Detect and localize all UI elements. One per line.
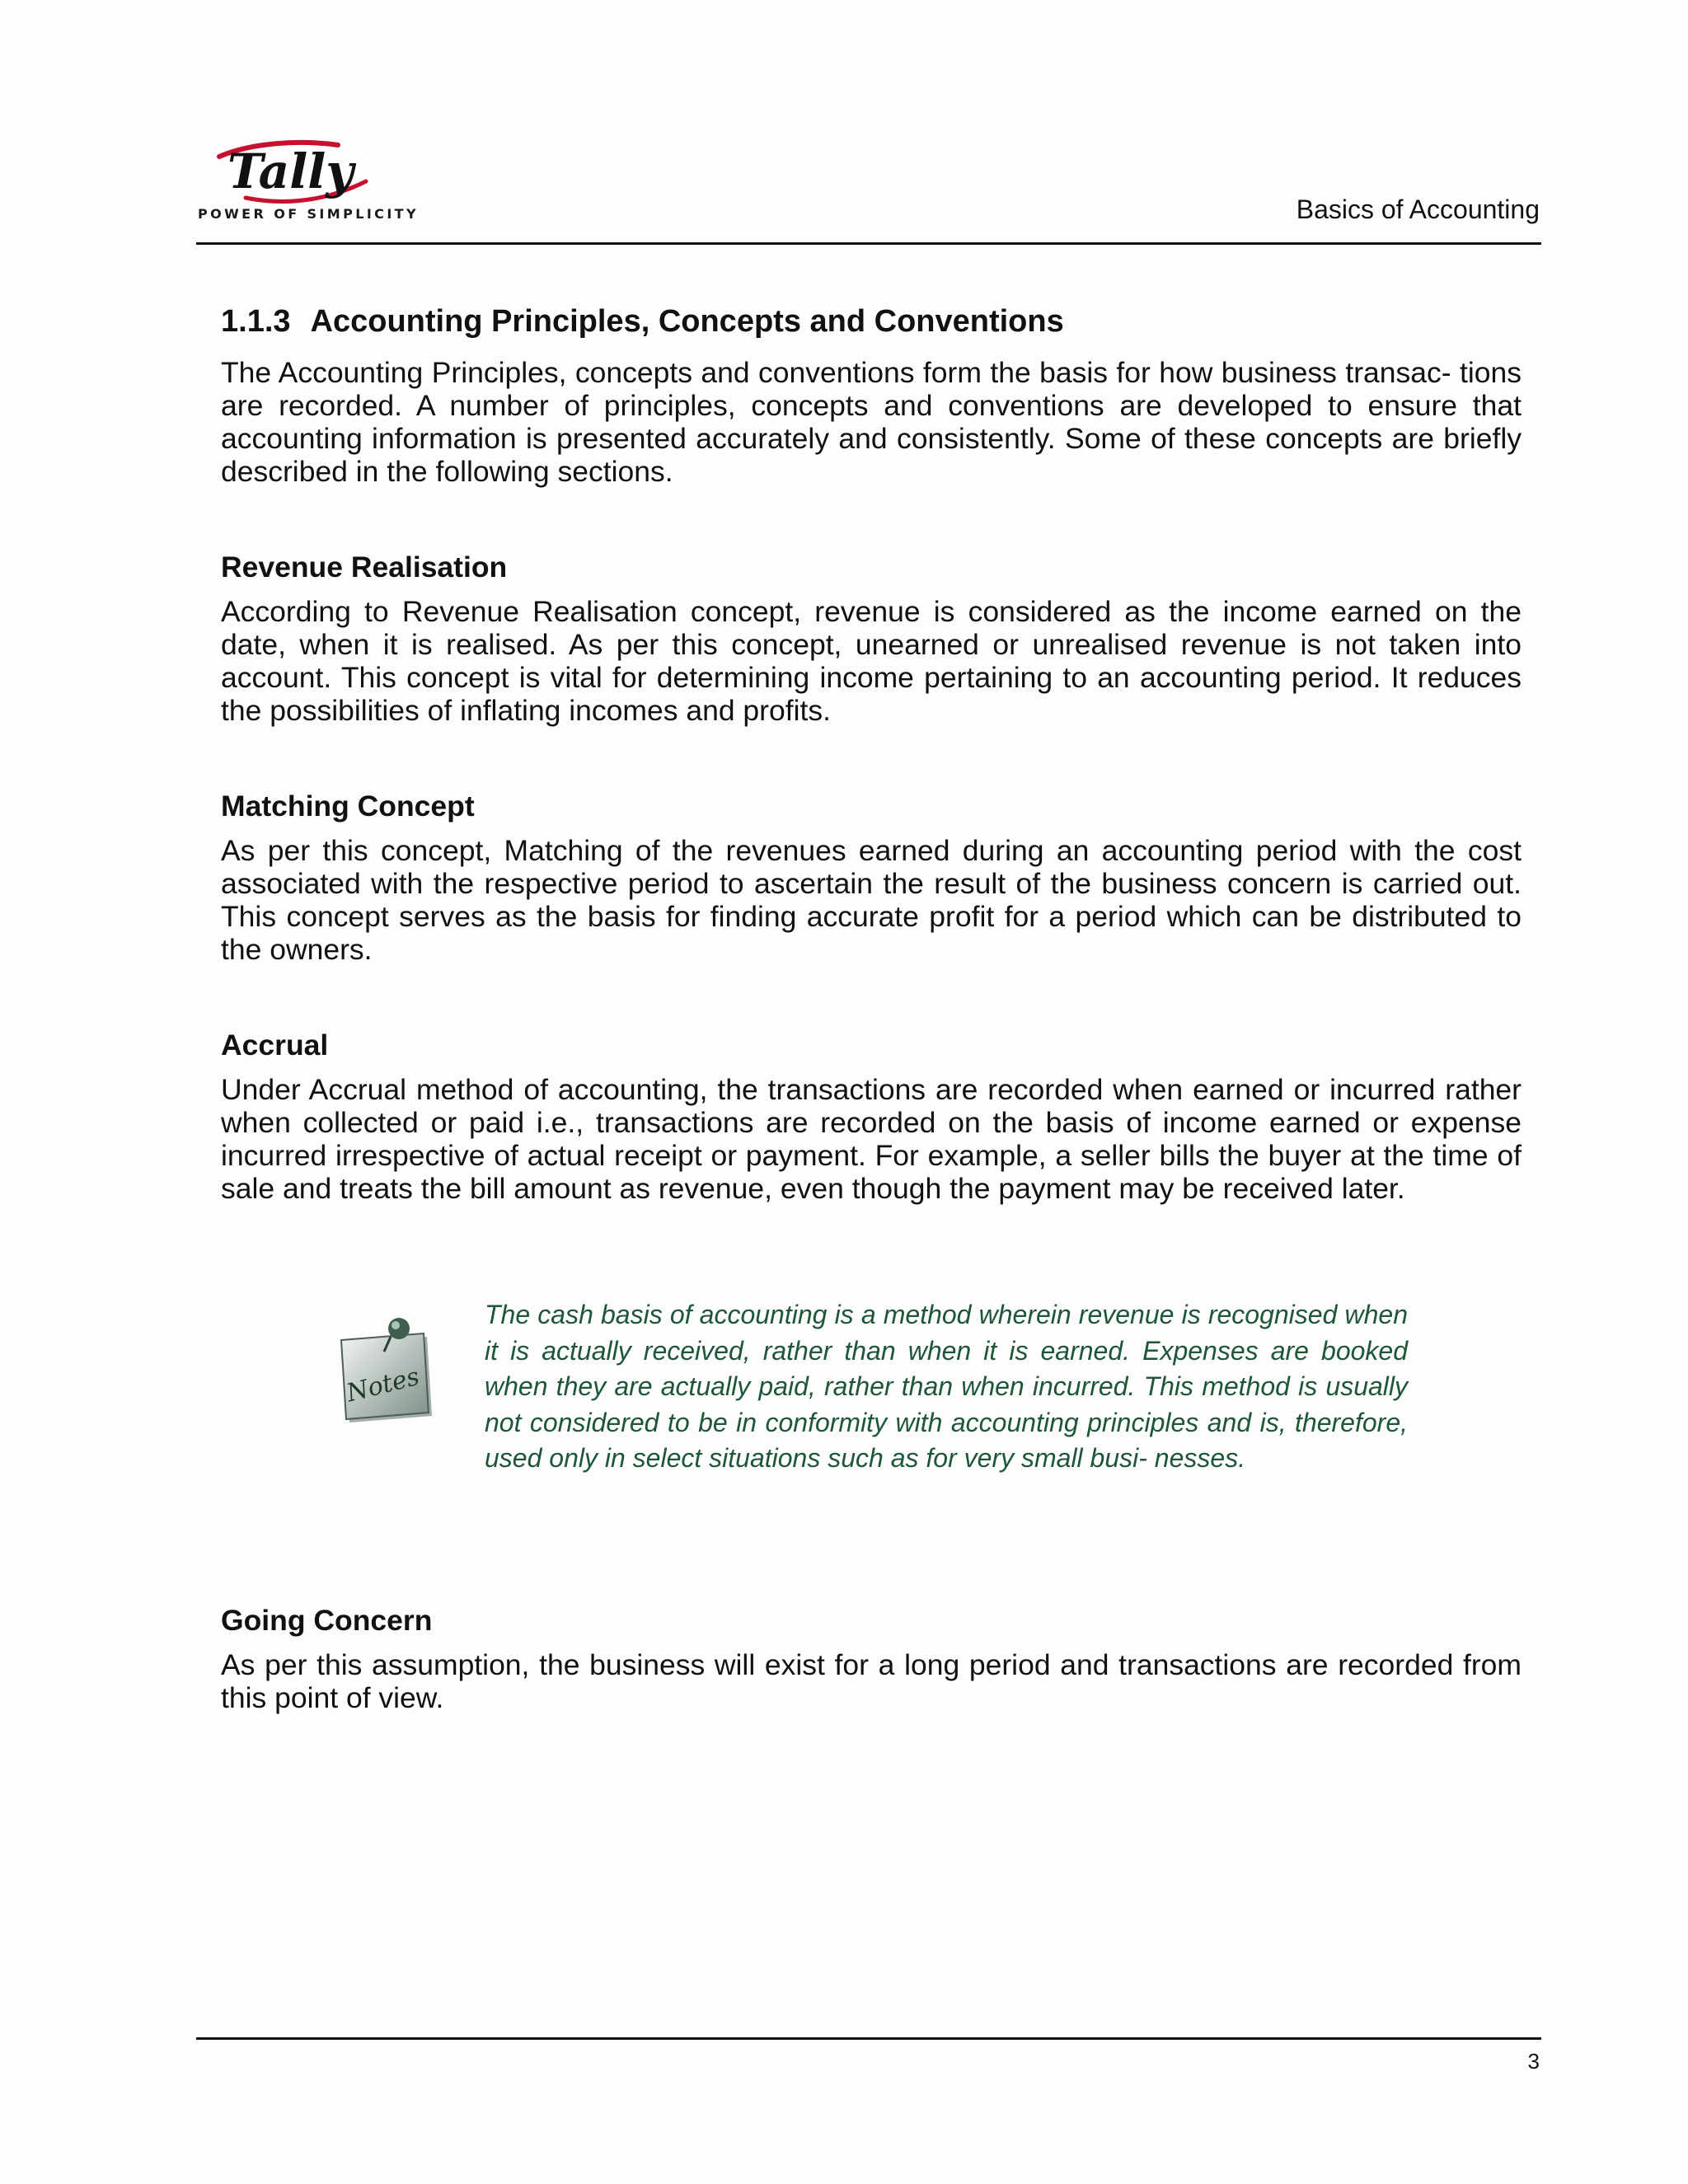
- subsection-heading: Accrual: [221, 1029, 329, 1062]
- subsection-heading: Revenue Realisation: [221, 551, 508, 583]
- main-content: [221, 298, 1522, 1714]
- subsection-matching-concept: [221, 790, 1522, 966]
- section-heading: [221, 298, 1522, 344]
- notes-icon: [331, 1315, 437, 1431]
- section-intro-text: The Accounting Principles, concepts and conventions form the basis for how business transac- tions are recorded. A number of principles, concepts and conventions are developed to ensure that accounting information is presented accurately and consistently. Some of these concepts are briefly described in the following sections.: [221, 356, 1522, 488]
- note-callout: [221, 1297, 1522, 1518]
- subsection-text: As per this assumption, the business will exist for a long period and transactions are recorded from this point of view.: [221, 1648, 1522, 1714]
- section-intro: [221, 298, 1522, 488]
- subsection-heading: Going Concern: [221, 1604, 433, 1637]
- notes-icon-label: Notes: [343, 1361, 423, 1408]
- section-number: 1.1.3: [221, 304, 291, 339]
- subsection-text: According to Revenue Realisation concept, revenue is considered as the income earned on the date, when it is realised. As per this concept, unearned or unrealised revenue is not taken into account. This concept is vital for determining income pertaining to an accounting period. It reduces the possibilities of inflating incomes and profits.: [221, 595, 1522, 727]
- page-number: 3: [1527, 2049, 1540, 2074]
- subsection-going-concern: [221, 1604, 1522, 1714]
- header-title: Basics of Accounting: [1296, 194, 1540, 224]
- section-title: Accounting Principles, Concepts and Conventions: [310, 304, 1064, 339]
- logo-tagline: POWER OF SIMPLICITY: [198, 206, 419, 222]
- subsection-text: As per this concept, Matching of the revenues earned during an accounting period with the cost associated with the respective period to ascertain the result of the business concern is carried out. This concept serves as the basis for finding accurate profit for a period which can be distributed to the owners.: [221, 834, 1522, 966]
- note-text: The cash basis of accounting is a method wherein revenue is recognised when it is actually received, rather than when it is earned. Expenses are booked when they are actually paid, rather than when incurred. This method is usually not considered to be in conformity with accounting principles and is, therefore, used only in select situations such as for very small busi- nesses.: [485, 1300, 1408, 1473]
- subsection-accrual: [221, 1029, 1522, 1205]
- header-divider: [196, 242, 1541, 245]
- logo-wordmark: Tally: [227, 143, 354, 199]
- tally-logo-mark: [196, 134, 394, 208]
- footer-divider: [196, 2037, 1541, 2040]
- subsection-heading: Matching Concept: [221, 790, 475, 823]
- subsection-revenue-realisation: [221, 551, 1522, 727]
- subsection-text: Under Accrual method of accounting, the transactions are recorded when earned or incurred rather when collected or paid i.e., transactions are recorded on the basis of income earned or expense incurred irrespective of actual receipt or payment. For example, a seller bills the buyer at the time of sale and treats the bill amount as revenue, even though the payment may be received later.: [221, 1073, 1522, 1205]
